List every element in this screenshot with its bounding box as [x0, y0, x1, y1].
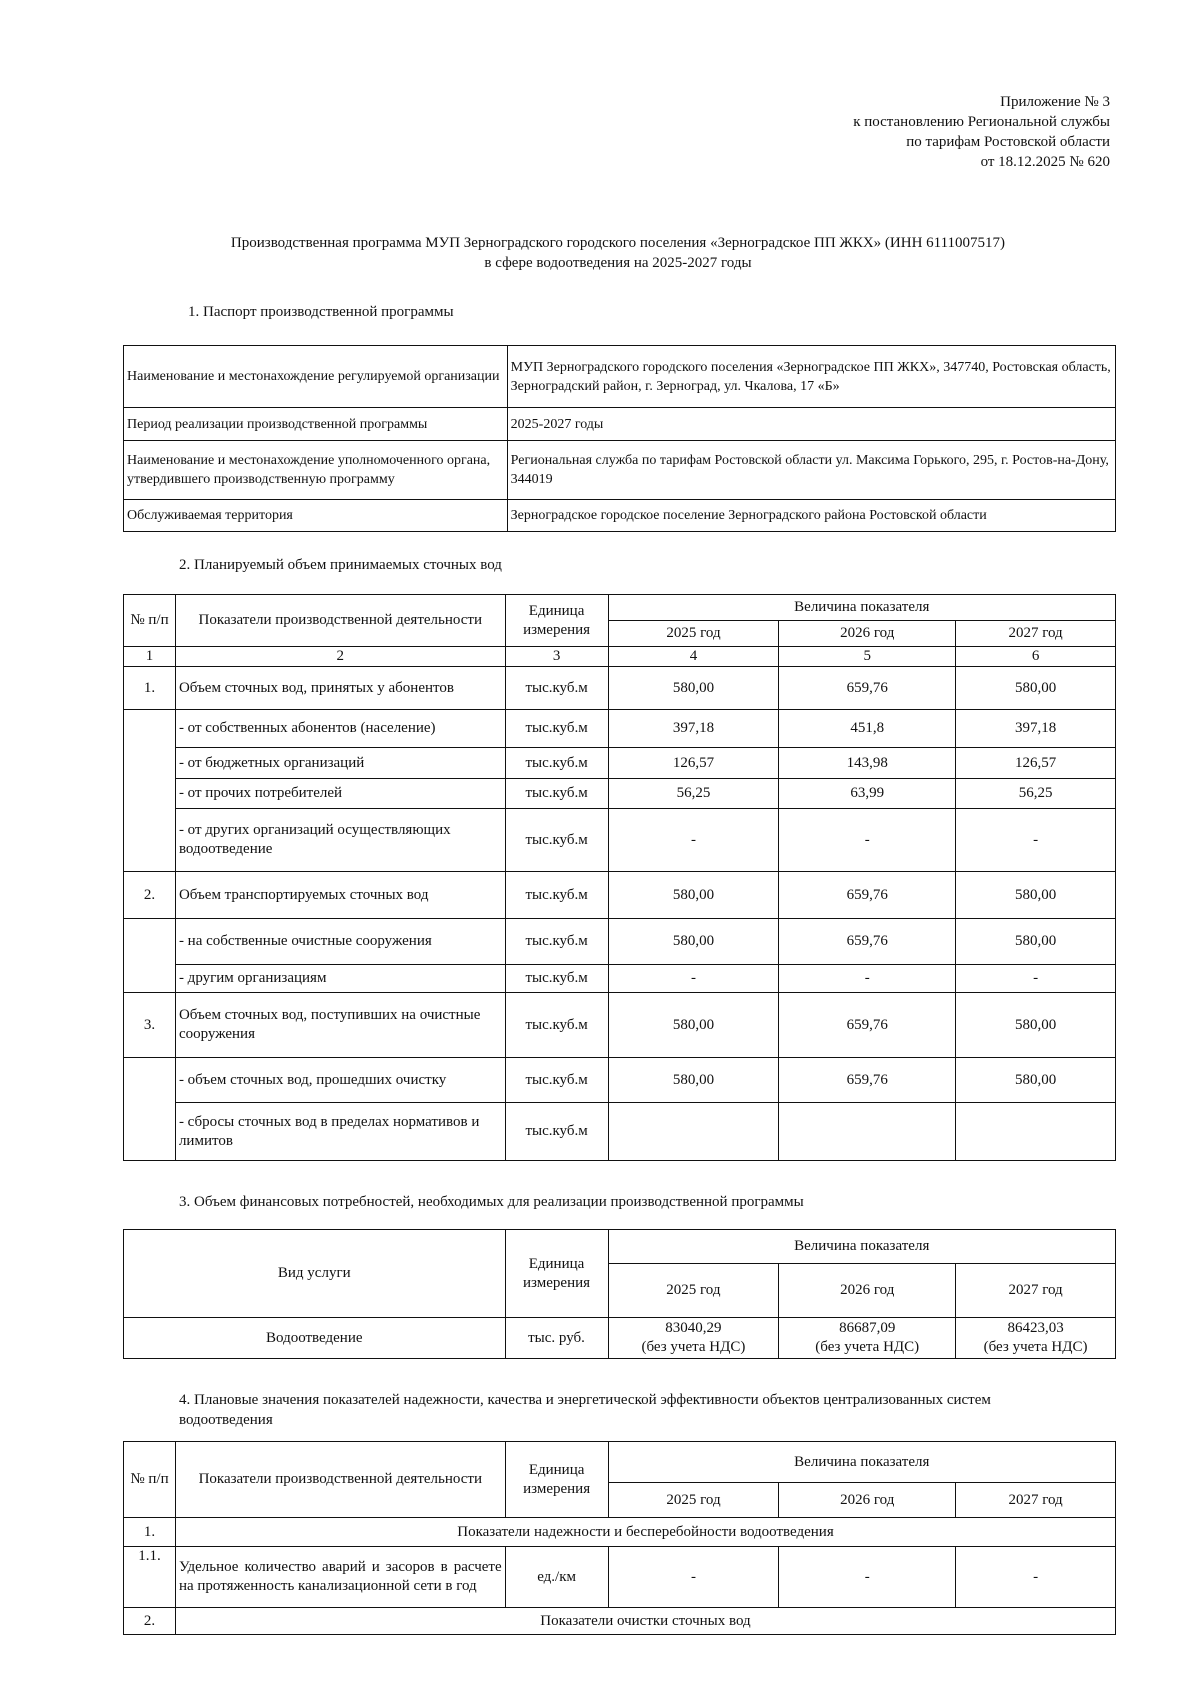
row-value-2025: 580,00	[608, 993, 779, 1058]
row-value-2027: 580,00	[956, 993, 1116, 1058]
row-value-2025	[608, 1103, 779, 1161]
col-header-value: Величина показателя	[608, 595, 1115, 621]
row-indicator: Объем транспортируемых сточных вод	[175, 872, 505, 919]
section-3-heading: 3. Объем финансовых потребностей, необходимых для реализации производственной программы	[179, 1194, 804, 1210]
table-row	[124, 748, 1116, 779]
appendix-line-2: к постановлению Региональной службы	[853, 114, 1110, 130]
group-title: Показатели надежности и бесперебойности водоотведения	[175, 1518, 1115, 1547]
amount: 86423,03	[1007, 1320, 1064, 1336]
table-row	[124, 1547, 1116, 1608]
passport-value: 2025-2027 годы	[507, 408, 1115, 441]
appendix-date: от 18.12.2025 № 620	[980, 154, 1110, 170]
table-row	[124, 965, 1116, 993]
row-value-2025: 580,00	[608, 872, 779, 919]
col-header-2027: 2027 год	[956, 621, 1116, 647]
passport-label: Обслуживаемая территория	[124, 500, 508, 532]
table-row	[124, 1318, 1116, 1359]
table-header-row	[124, 1230, 1116, 1264]
col-header-unit: Единица измерения	[505, 1230, 608, 1318]
col-header-2025: 2025 год	[608, 621, 779, 647]
col-header-num: № п/п	[124, 1442, 176, 1518]
financial-needs-table	[123, 1229, 1116, 1359]
service-value-2027	[956, 1318, 1116, 1359]
row-unit: тыс.куб.м	[505, 919, 608, 965]
row-unit: тыс.куб.м	[505, 993, 608, 1058]
appendix-header	[853, 92, 1110, 172]
row-unit: тыс.куб.м	[505, 748, 608, 779]
group-row	[124, 1608, 1116, 1635]
table-row	[124, 441, 1116, 500]
column-number: 2	[175, 647, 505, 667]
row-value-2026: -	[779, 965, 956, 993]
row-num	[124, 710, 176, 872]
row-indicator: - другим организациям	[175, 965, 505, 993]
row-value-2027: 397,18	[956, 710, 1116, 748]
vat-note: (без учета НДС)	[815, 1339, 920, 1355]
row-value-2025: 56,25	[608, 779, 779, 809]
row-indicator: - от прочих потребителей	[175, 779, 505, 809]
table-header-row	[124, 595, 1116, 621]
row-unit: тыс.куб.м	[505, 965, 608, 993]
row-indicator: - на собственные очистные сооружения	[175, 919, 505, 965]
column-number-row	[124, 647, 1116, 667]
col-header-unit: Единица измерения	[505, 1442, 608, 1518]
row-value-2027: 580,00	[956, 1058, 1116, 1103]
col-header-unit: Единица измерения	[505, 595, 608, 647]
row-indicator: - сбросы сточных вод в пределах нормативов и лимитов	[175, 1103, 505, 1161]
row-value-2026: 659,76	[779, 993, 956, 1058]
row-num: 1.1.	[124, 1547, 176, 1608]
row-value-2027: -	[956, 809, 1116, 872]
row-value-2025: 580,00	[608, 1058, 779, 1103]
row-value-2027: 580,00	[956, 872, 1116, 919]
col-header-service: Вид услуги	[124, 1230, 506, 1318]
service-value-2025	[608, 1318, 779, 1359]
row-value-2027: 56,25	[956, 779, 1116, 809]
amount: 86687,09	[839, 1320, 896, 1336]
group-num: 2.	[124, 1608, 176, 1635]
row-unit: тыс.куб.м	[505, 710, 608, 748]
table-row	[124, 500, 1116, 532]
row-value-2026	[779, 1103, 956, 1161]
service-unit: тыс. руб.	[505, 1318, 608, 1359]
table-row	[124, 1058, 1116, 1103]
row-value-2025: -	[608, 1547, 779, 1608]
row-value-2025: -	[608, 809, 779, 872]
table-header-row	[124, 1442, 1116, 1483]
row-unit: тыс.куб.м	[505, 1058, 608, 1103]
section-4-heading-line-2: водоотведения	[179, 1412, 273, 1428]
row-value-2026: 659,76	[779, 1058, 956, 1103]
row-value-2026: 659,76	[779, 667, 956, 710]
row-value-2026: -	[779, 1547, 956, 1608]
col-header-2026: 2026 год	[779, 1483, 956, 1518]
service-name: Водоотведение	[124, 1318, 506, 1359]
reliability-indicators-table	[123, 1441, 1116, 1635]
col-header-indicator: Показатели производственной деятельности	[175, 1442, 505, 1518]
row-unit: ед./км	[505, 1547, 608, 1608]
row-value-2027: -	[956, 965, 1116, 993]
group-row	[124, 1518, 1116, 1547]
document-title	[0, 233, 1200, 273]
row-indicator: - от других организаций осуществляющих водоотведение	[175, 809, 505, 872]
section-2-heading: 2. Планируемый объем принимаемых сточных вод	[179, 557, 502, 573]
row-num: 2.	[124, 872, 176, 919]
row-indicator: - от собственных абонентов (население)	[175, 710, 505, 748]
group-num: 1.	[124, 1518, 176, 1547]
row-indicator: - объем сточных вод, прошедших очистку	[175, 1058, 505, 1103]
passport-value: Зерноградское городское поселение Зерноградского района Ростовской области	[507, 500, 1115, 532]
row-value-2027	[956, 1103, 1116, 1161]
col-header-indicator: Показатели производственной деятельности	[175, 595, 505, 647]
row-value-2027: 126,57	[956, 748, 1116, 779]
group-title: Показатели очистки сточных вод	[175, 1608, 1115, 1635]
row-value-2026: 451,8	[779, 710, 956, 748]
row-unit: тыс.куб.м	[505, 872, 608, 919]
row-value-2026: 143,98	[779, 748, 956, 779]
row-unit: тыс.куб.м	[505, 779, 608, 809]
row-value-2026: 659,76	[779, 872, 956, 919]
table-row	[124, 346, 1116, 408]
wastewater-volume-table	[123, 594, 1116, 1161]
row-value-2025: -	[608, 965, 779, 993]
col-header-2026: 2026 год	[779, 621, 956, 647]
section-4-heading-line-1: 4. Плановые значения показателей надежности, качества и энергетической эффективности объектов централизованных систем	[179, 1392, 991, 1408]
table-row	[124, 872, 1116, 919]
column-number: 5	[779, 647, 956, 667]
column-number: 1	[124, 647, 176, 667]
col-header-num: № п/п	[124, 595, 176, 647]
row-num	[124, 1058, 176, 1161]
row-indicator: Удельное количество аварий и засоров в расчете на протяженность канализационной сети в год	[175, 1547, 505, 1608]
appendix-number: Приложение № 3	[1000, 94, 1110, 110]
col-header-2025: 2025 год	[608, 1264, 779, 1318]
passport-table	[123, 345, 1116, 532]
appendix-line-3: по тарифам Ростовской области	[906, 134, 1110, 150]
row-num: 3.	[124, 993, 176, 1058]
col-header-2025: 2025 год	[608, 1483, 779, 1518]
row-indicator: - от бюджетных организаций	[175, 748, 505, 779]
passport-label: Период реализации производственной программы	[124, 408, 508, 441]
row-unit: тыс.куб.м	[505, 1103, 608, 1161]
row-value-2026: 659,76	[779, 919, 956, 965]
column-number: 3	[505, 647, 608, 667]
table-row	[124, 408, 1116, 441]
row-indicator: Объем сточных вод, поступивших на очистные сооружения	[175, 993, 505, 1058]
column-number: 4	[608, 647, 779, 667]
row-num	[124, 919, 176, 993]
vat-note: (без учета НДС)	[983, 1339, 1088, 1355]
row-indicator: Объем сточных вод, принятых у абонентов	[175, 667, 505, 710]
service-value-2026	[779, 1318, 956, 1359]
row-unit: тыс.куб.м	[505, 809, 608, 872]
table-row	[124, 919, 1116, 965]
section-4-heading	[179, 1390, 1099, 1430]
amount: 83040,29	[665, 1320, 722, 1336]
table-row	[124, 779, 1116, 809]
row-value-2025: 126,57	[608, 748, 779, 779]
row-unit: тыс.куб.м	[505, 667, 608, 710]
passport-label: Наименование и местонахождение уполномоченного органа, утвердившего производственную программу	[124, 441, 508, 500]
row-num: 1.	[124, 667, 176, 710]
title-line-1: Производственная программа МУП Зерноградского городского поселения «Зерноградское ПП ЖКХ» (ИНН 6111007517)	[230, 235, 1006, 251]
col-header-2026: 2026 год	[779, 1264, 956, 1318]
table-row	[124, 809, 1116, 872]
col-header-2027: 2027 год	[956, 1264, 1116, 1318]
row-value-2026: 63,99	[779, 779, 956, 809]
title-line-2: в сфере водоотведения на 2025-2027 годы	[484, 255, 752, 271]
row-value-2025: 580,00	[608, 667, 779, 710]
row-value-2025: 397,18	[608, 710, 779, 748]
passport-label: Наименование и местонахождение регулируемой организации	[124, 346, 508, 408]
passport-value: МУП Зерноградского городского поселения «Зерноградское ПП ЖКХ», 347740, Ростовская область, Зерноградский район, г. Зерноград, ул. Чкалова, 17 «Б»	[507, 346, 1115, 408]
col-header-value: Величина показателя	[608, 1230, 1116, 1264]
column-number: 6	[956, 647, 1116, 667]
table-row	[124, 1103, 1116, 1161]
row-value-2027: -	[956, 1547, 1116, 1608]
row-value-2025: 580,00	[608, 919, 779, 965]
row-value-2027: 580,00	[956, 667, 1116, 710]
col-header-value: Величина показателя	[608, 1442, 1115, 1483]
col-header-2027: 2027 год	[956, 1483, 1116, 1518]
table-row	[124, 710, 1116, 748]
row-value-2027: 580,00	[956, 919, 1116, 965]
table-row	[124, 993, 1116, 1058]
passport-value: Региональная служба по тарифам Ростовской области ул. Максима Горького, 295, г. Ростов-на-Дону, 344019	[507, 441, 1115, 500]
row-value-2026: -	[779, 809, 956, 872]
table-row	[124, 667, 1116, 710]
section-1-heading: 1. Паспорт производственной программы	[188, 304, 454, 320]
vat-note: (без учета НДС)	[641, 1339, 746, 1355]
